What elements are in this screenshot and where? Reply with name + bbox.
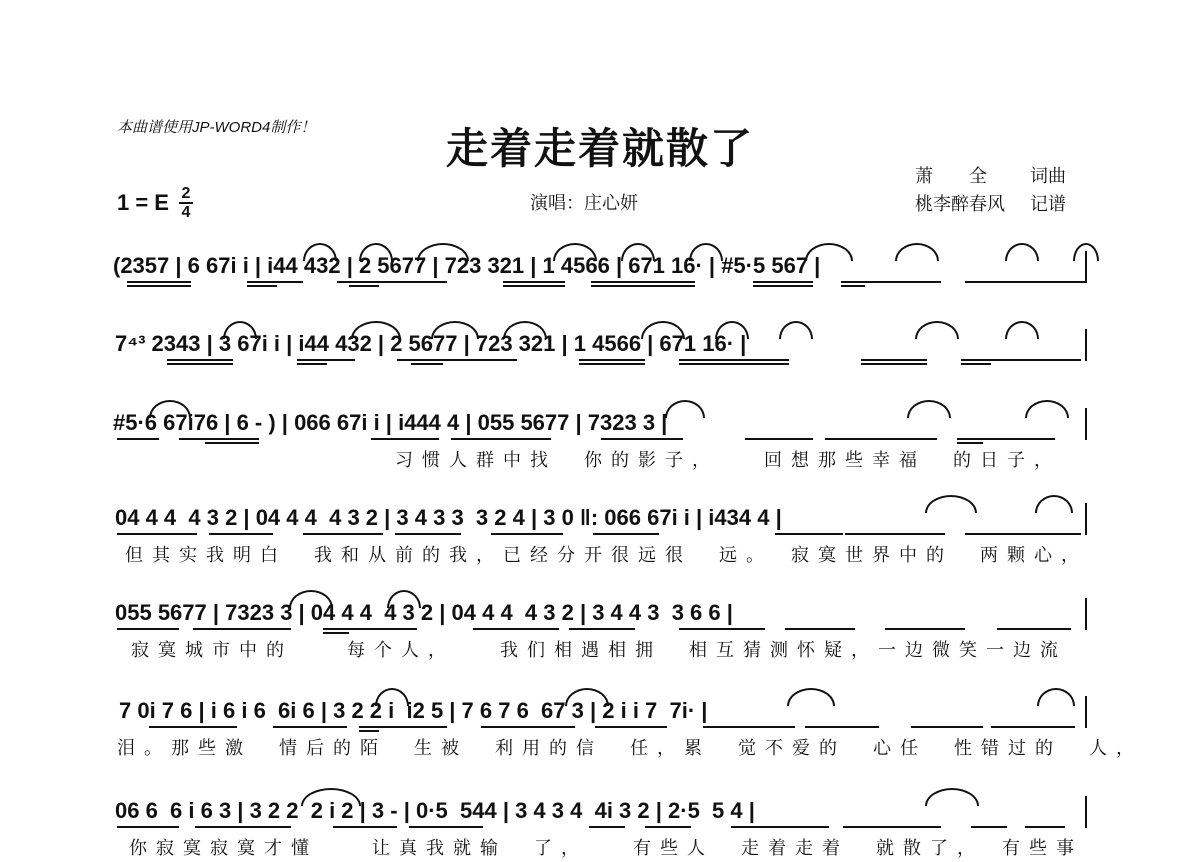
singer: 演唱：庄心妍	[530, 193, 638, 214]
notes-line-4: 04 4 4 4 3 2 | 04 4 4 4 3 2 | 3 4 3 3 3 2 4 | 3 0 ‖: 066 67i i | i434 4 |	[115, 505, 782, 530]
barline	[1085, 408, 1087, 440]
transcriber-name: 桃李醉春风	[915, 194, 1005, 215]
notes-line-5: 055 5677 | 7323 3 | 04 4 4 4 3 2 | 04 4 4 4 3 2 | 3 4 4 3 3 6 6 |	[115, 600, 733, 625]
page-title: 走着走着就散了	[445, 124, 754, 173]
time-bottom: 4	[181, 204, 191, 221]
transcriber-role: 记谱	[1030, 194, 1066, 215]
barline	[1085, 251, 1087, 283]
key-label: 1 = E	[117, 190, 169, 215]
time-signature	[179, 186, 193, 220]
lyricist-role: 词曲	[1030, 166, 1066, 187]
lyrics-line-4: 但其实我明白 我和从前的我，已经分开很远很 远。 寂寞世界中的 两颗心，	[125, 545, 1088, 566]
notes-line-7: 06 6 6 i 6 3 | 3 2 2 2 i 2 | 3 - | 0·5 544 | 3 4 3 4 4i 3 2 | 2·5 5 4 |	[115, 798, 755, 823]
lyricist-name: 萧 全	[915, 166, 987, 187]
score-line-4	[105, 497, 1097, 567]
barline	[1085, 329, 1087, 361]
notes-line-1: (2357 | 6 67i i | i44 432 | 2 5677 | 723 321 | 1 4566 | 671 16· | #5·5 567 |	[113, 253, 821, 278]
notes-line-6: 7 0i 7 6 | i 6 i 6 6i 6 | 3 2 2 i i2 5 | 7 6 7 6 67 3 | 2 i i 7 7i· |	[119, 698, 708, 723]
key-signature	[117, 186, 193, 220]
source-note: 本曲谱使用JP-WORD4制作！	[117, 119, 316, 136]
notes-line-2: 7⁴³ 2343 | 3 67i i | i44 432 | 2 5677 | 723 321 | 1 4566 | 671 16· |	[115, 331, 747, 356]
lyrics-line-6: 泪。那些激 情后的陌 生被 利用的信 任，累 觉不爱的 心任 性错过的 人，	[117, 738, 1143, 759]
score-line-3	[105, 402, 1097, 472]
time-top: 2	[181, 185, 191, 202]
lyrics-line-5: 寂寞城市中的 每个人， 我们相遇相拥 相互猜测怀疑，一边微笑一边流	[131, 640, 1067, 661]
score-line-2	[105, 323, 1097, 393]
notes-line-3: #5·6 67i76 | 6 - ) | 066 67i i | i444 4 | 055 5677 | 7323 3 |	[113, 410, 668, 435]
barline	[1085, 696, 1087, 728]
barline	[1085, 598, 1087, 630]
barline	[1085, 503, 1087, 535]
score-line-1	[105, 245, 1097, 315]
credits	[915, 163, 1066, 219]
barline	[1085, 796, 1087, 828]
score-line-5	[105, 592, 1097, 662]
lyrics-line-3: 习惯人群中找 你的影子， 回想那些幸福 的日子，	[395, 450, 1061, 471]
lyrics-line-7: 你寂寞寂寞才懂 让真我就输 了， 有些人 走着走着 就散了， 有些事	[129, 838, 1083, 859]
score-line-6	[105, 690, 1143, 760]
